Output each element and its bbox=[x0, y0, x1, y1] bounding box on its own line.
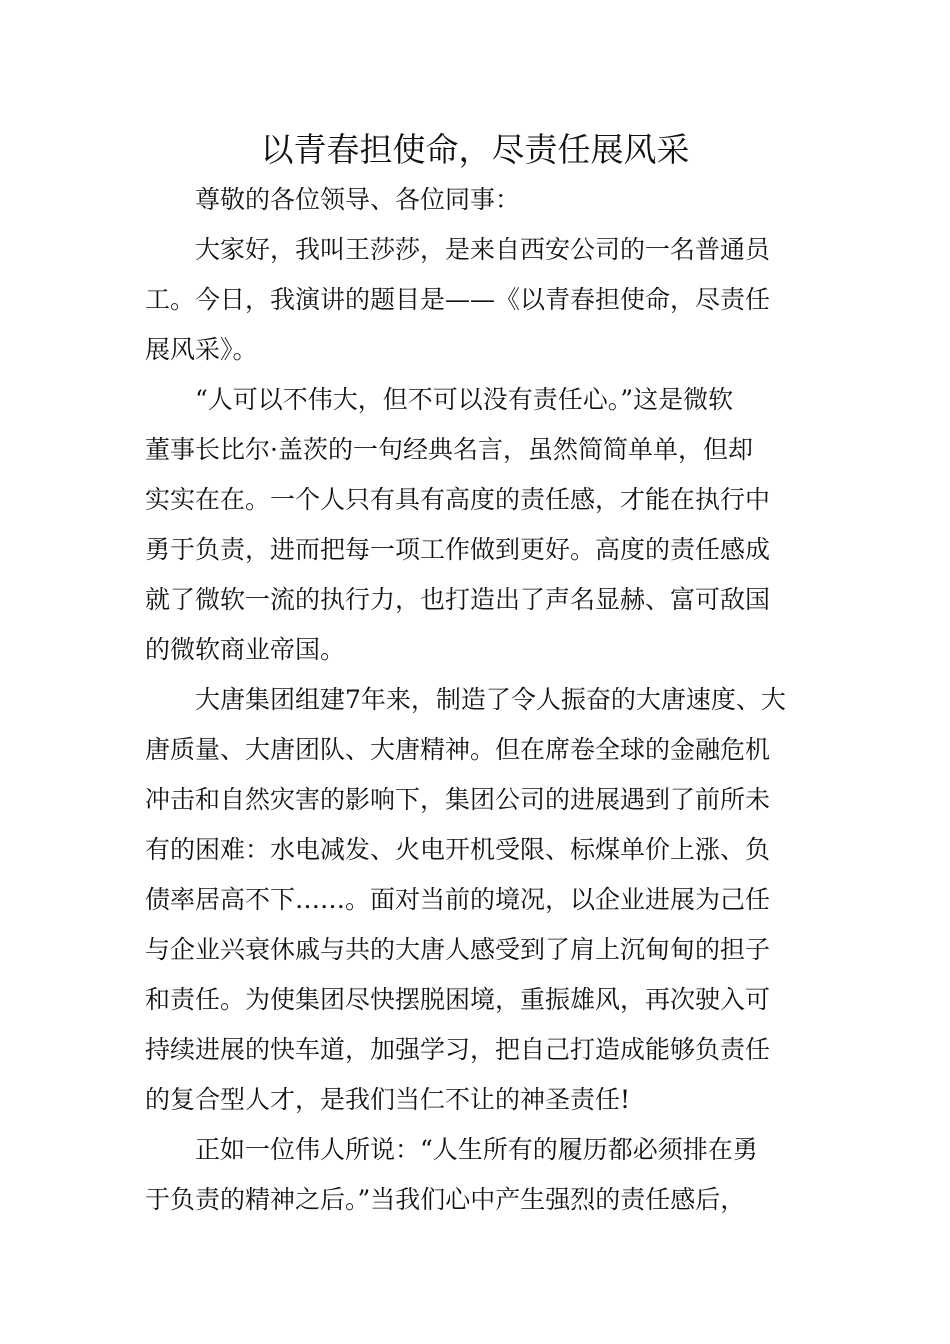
paragraph-introduction bbox=[145, 225, 805, 375]
text-line: 的微软商业帝国。 bbox=[145, 635, 346, 664]
paragraph-datang-group bbox=[145, 675, 805, 1125]
text-line: 和责任。为使集团尽快摆脱困境，重振雄风，再次驶入可 bbox=[145, 985, 771, 1014]
text-line: 大家好，我叫王莎莎，是来自西安公司的一名普通员 bbox=[195, 235, 771, 264]
text-line: 债率居高不下……。面对当前的境况，以企业进展为己任 bbox=[145, 885, 771, 914]
text-line: 冲击和自然灾害的影响下，集团公司的进展遇到了前所未 bbox=[145, 785, 771, 814]
text-line: 工。今日，我演讲的题目是——《以青春担使命，尽责任 bbox=[145, 285, 771, 314]
text-line: 正如一位伟人所说：“人生所有的履历都必须排在勇 bbox=[195, 1135, 758, 1164]
text-line: 于负责的精神之后。”当我们心中产生强烈的责任感后， bbox=[145, 1185, 746, 1214]
paragraph-great-man-quote bbox=[145, 1125, 805, 1225]
text-line: 实实在在。一个人只有具有高度的责任感，才能在执行中 bbox=[145, 485, 771, 514]
text-line: 就了微软一流的执行力，也打造出了声名显赫、富可敌国 bbox=[145, 585, 771, 614]
document-body bbox=[145, 175, 805, 1225]
text-line: 有的困难：水电减发、火电开机受限、标煤单价上涨、负 bbox=[145, 835, 771, 864]
text-line: 与企业兴衰休戚与共的大唐人感受到了肩上沉甸甸的担子 bbox=[145, 935, 771, 964]
text-line: 董事长比尔·盖茨的一句经典名言，虽然简简单单，但却 bbox=[145, 435, 753, 464]
document-title: 以青春担使命，尽责任展风采 bbox=[260, 130, 690, 169]
text-line: 尊敬的各位领导、各位同事： bbox=[195, 185, 521, 214]
paragraph-greeting bbox=[145, 175, 805, 225]
text-line: 唐质量、大唐团队、大唐精神。但在席卷全球的金融危机 bbox=[145, 735, 771, 764]
text-line: 大唐集团组建7年来，制造了令人振奋的大唐速度、大 bbox=[195, 685, 786, 714]
text-line: 勇于负责，进而把每一项工作做到更好。高度的责任感成 bbox=[145, 535, 771, 564]
paragraph-quote-bill-gates bbox=[145, 375, 805, 675]
text-line: 的复合型人才，是我们当仁不让的神圣责任! bbox=[145, 1085, 631, 1114]
text-line: “人可以不伟大，但不可以没有责任心。”这是微软 bbox=[195, 385, 734, 414]
text-line: 持续进展的快车道，加强学习，把自己打造成能够负责任 bbox=[145, 1035, 771, 1064]
text-line: 展风采》。 bbox=[145, 335, 258, 364]
